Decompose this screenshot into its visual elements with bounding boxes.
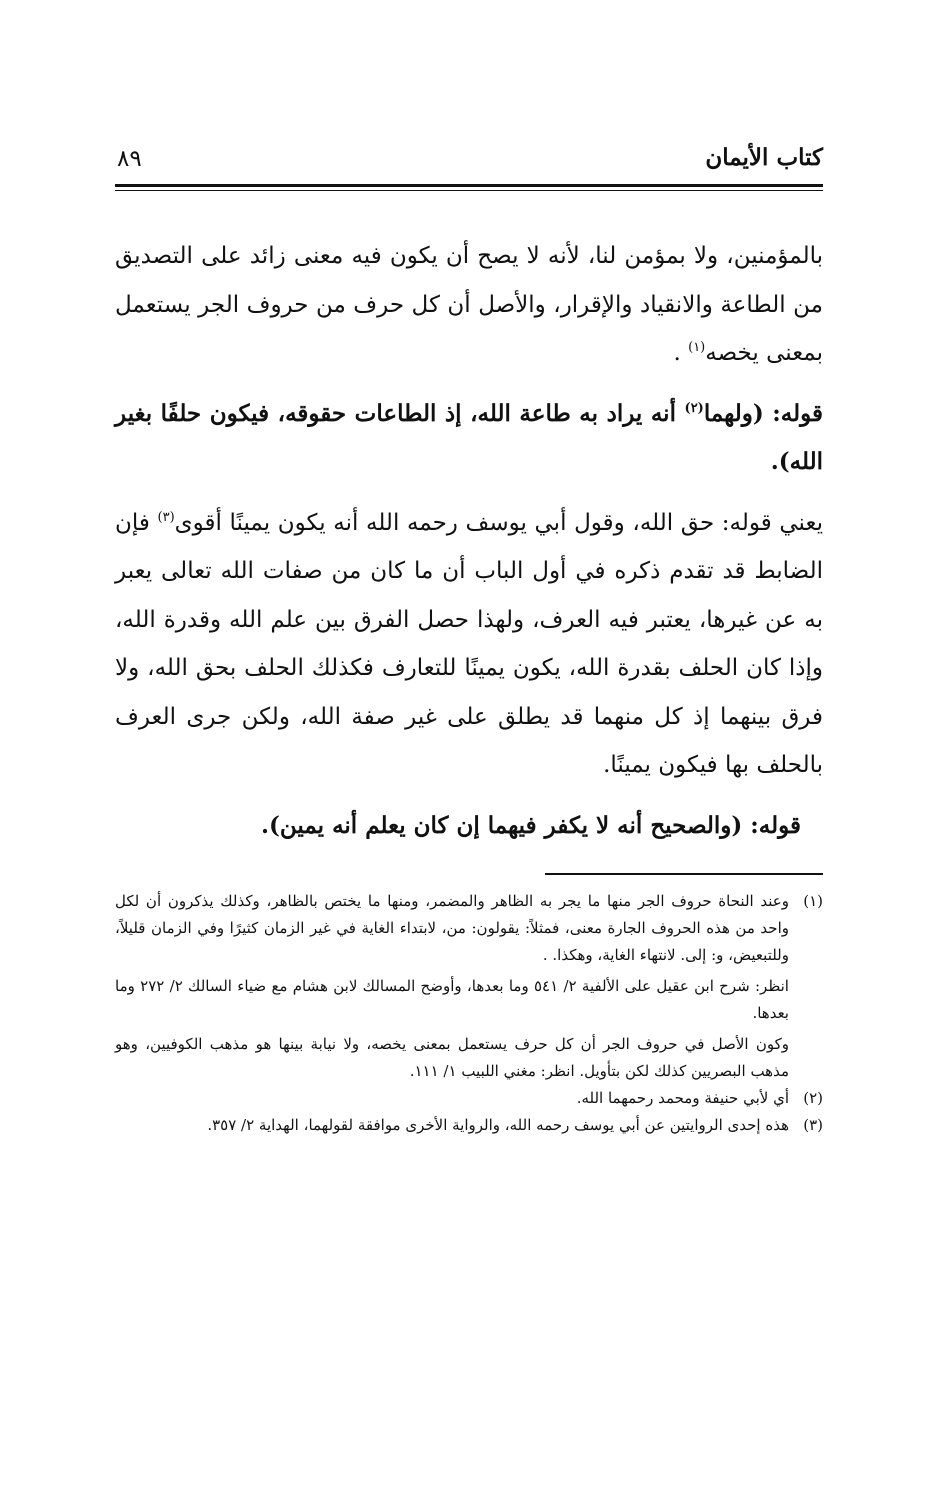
header-rule-thick [115,184,823,187]
footnote-number: (١) [803,892,823,910]
footnote-1-para-2: انظر: شرح ابن عقيل على الألفية ٢/ ٥٤١ وما بعدها، وأوضح المسالك لابن هشام مع ضياء السالك ٢/ ٢٧٢ وما بعدها. [115,977,789,1022]
page-header [115,144,823,184]
footnote-number: (٣) [803,1116,823,1134]
paragraph-1-end: . [673,340,689,366]
footnote-ref-2: (٢) [684,400,704,416]
main-text [115,232,823,850]
footnote-separator [545,873,823,875]
footnote-3-para-1: هذه إحدى الروايتين عن أبي يوسف رحمه الله، والرواية الأخرى موافقة لقولهما، الهداية ٢/ ٣٥٧. [207,1116,789,1134]
footnote-2-para-1: أي لأبي حنيفة ومحمد رحمهما الله. [576,1089,789,1107]
quoted-statement-2: قوله: (والصحيح أنه لا يكفر فيهما إن كان يعلم أنه يمين). [261,811,801,839]
footnote-1-para-1: وعند النحاة حروف الجر منها ما يجر به الظاهر والمضمر، ومنها ما يختص بالظاهر، وكذلك يذكرون أن لكل واحد من هذه الحروف الجارة معنى، فمثلاً: يقولون: من، لابتداء الغاية في غير الزمان كثيرًا وفي الزمان قليلاً، وللتبعيض، و: إلى. لانتهاء الغاية، وهكذا. . [115,892,789,964]
paragraph-1 [115,232,823,378]
paragraph-2-part-b: فإن الضابط قد تقدم ذكره في أول الباب أن ما كان من صفات الله تعالى يعبر به عن غيرها، يعتبر فيه العرف، ولهذا حصل الفرق بين علم الله وقدرة الله، وإذا كان الحلف بقدرة الله، يكون يمينًا للتعارف فكذلك الحلف بحق الله، ولا فرق بينهما إذ كل منهما قد يطلق على غير صفة الله، ولكن جرى العرف بالحلف بها فيكون يمينًا. [115,509,823,778]
footnote-3 [115,1112,823,1139]
footnote-ref-3: (٣) [157,509,175,525]
footnote-number: (٢) [803,1089,823,1107]
paragraph-2-part-a: يعني قوله: حق الله، وقول أبي يوسف رحمه الله أنه يكون يمينًا أقوى [174,509,823,536]
running-title: كتاب الأيمان [705,144,823,171]
page-number: ٨٩ [117,146,142,172]
footnote-1 [115,888,823,1085]
quote-1-part-b: أنه يراد به طاعة الله، إذ الطاعات حقوقه، فيكون حلفًا بغير الله). [115,399,823,475]
footnote-ref-1: (١) [688,340,706,355]
paragraph-2 [115,499,823,790]
paragraph-1-text: بالمؤمنين، ولا بمؤمن لنا، لأنه لا يصح أن يكون فيه معنى زائد على التصديق من الطاعة والانقياد والإقرار، والأصل أن كل حرف من حروف الجر يستعمل بمعنى يخصه [115,243,823,366]
footnote-2 [115,1085,823,1112]
footnotes [115,888,823,1139]
book-page [115,0,823,1489]
quoted-statement-1 [115,390,823,487]
quote-1-part-a: قوله: (ولهما [703,399,823,427]
header-rule-thin [115,190,823,191]
footnote-1-para-3: وكون الأصل في حروف الجر أن كل حرف يستعمل بمعنى يخصه، ولا نيابة بينها هو مذهب الكوفيين، وهو مذهب البصريين كذلك لكن بتأويل. انظر: مغني اللبيب ١/ ١١١. [115,1035,789,1080]
